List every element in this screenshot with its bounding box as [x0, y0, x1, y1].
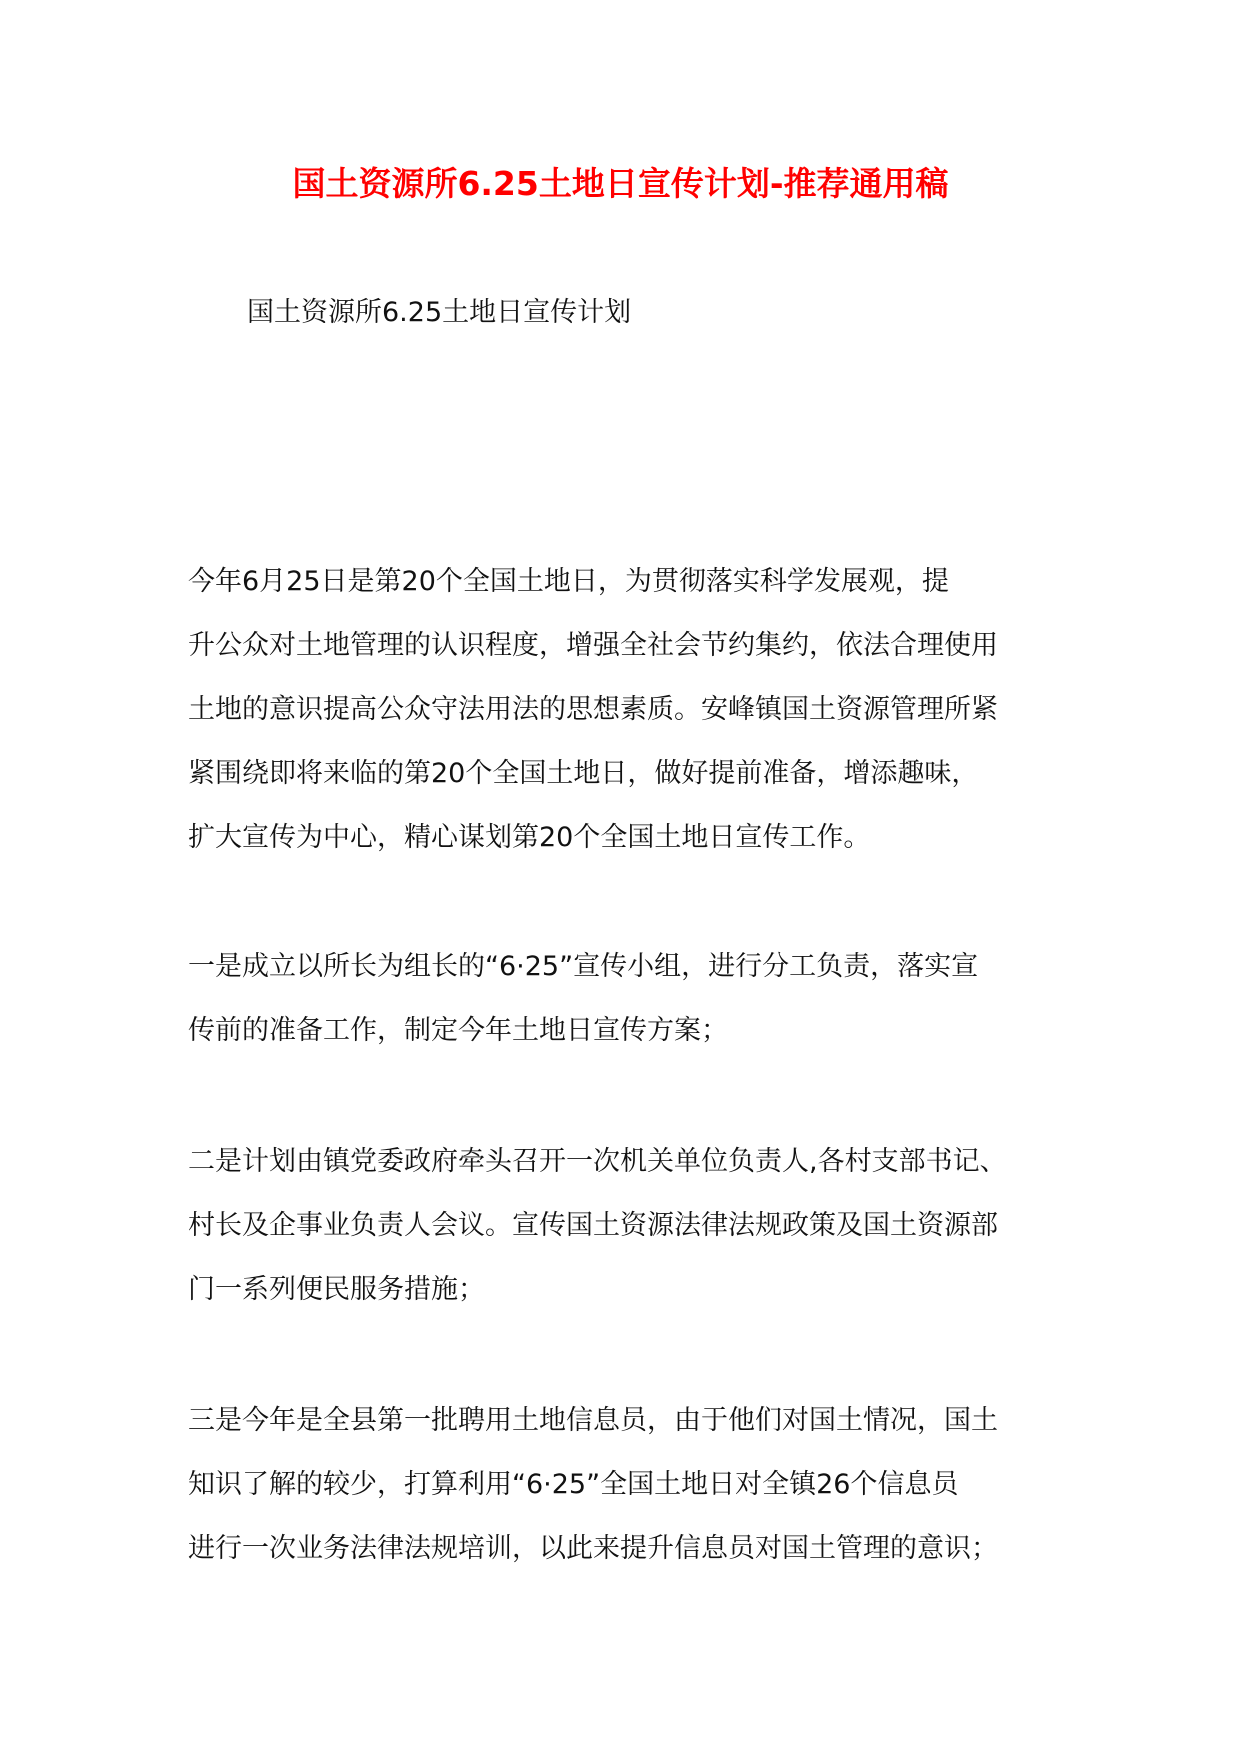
paragraph-line: 三是今年是全县第一批聘用土地信息员，由于他们对国土情况，国土 — [188, 1405, 998, 1436]
paragraph-intro — [188, 550, 1088, 870]
paragraph-line: 紧围绕即将来临的第20个全国土地日，做好提前准备，增添趣味， — [188, 758, 979, 789]
paragraph-line: 升公众对土地管理的认识程度，增强全社会节约集约，依法合理使用 — [188, 630, 998, 661]
paragraph-item-three — [188, 1389, 1088, 1581]
paragraph-line: 扩大宣传为中心，精心谋划第20个全国土地日宣传工作。 — [188, 822, 871, 853]
paragraph-line: 今年6月25日是第20个全国土地日，为贯彻落实科学发展观，提 — [188, 566, 949, 597]
paragraph-line: 村长及企事业负责人会议。宣传国土资源法律法规政策及国土资源部 — [188, 1210, 998, 1241]
paragraph-line: 二是计划由镇党委政府牵头召开一次机关单位负责人,各村支部书记、 — [188, 1146, 1007, 1177]
document-subtitle: 国土资源所6.25土地日宣传计划 — [247, 297, 632, 328]
paragraph-line: 传前的准备工作，制定今年土地日宣传方案； — [188, 1015, 728, 1046]
paragraph-line: 门一系列便民服务措施； — [188, 1274, 485, 1305]
paragraph-line: 一是成立以所长为组长的“6·25”宣传小组，进行分工负责，落实宣 — [188, 951, 979, 982]
paragraph-line: 知识了解的较少，打算利用“6·25”全国土地日对全镇26个信息员 — [188, 1469, 959, 1500]
paragraph-item-one — [188, 935, 1088, 1063]
document-title: 国土资源所6.25土地日宣传计划-推荐通用稿 — [292, 164, 949, 203]
paragraph-item-two — [188, 1130, 1088, 1322]
paragraph-line: 进行一次业务法律法规培训，以此来提升信息员对国土管理的意识； — [188, 1533, 998, 1564]
paragraph-line: 土地的意识提高公众守法用法的思想素质。安峰镇国土资源管理所紧 — [188, 694, 998, 725]
